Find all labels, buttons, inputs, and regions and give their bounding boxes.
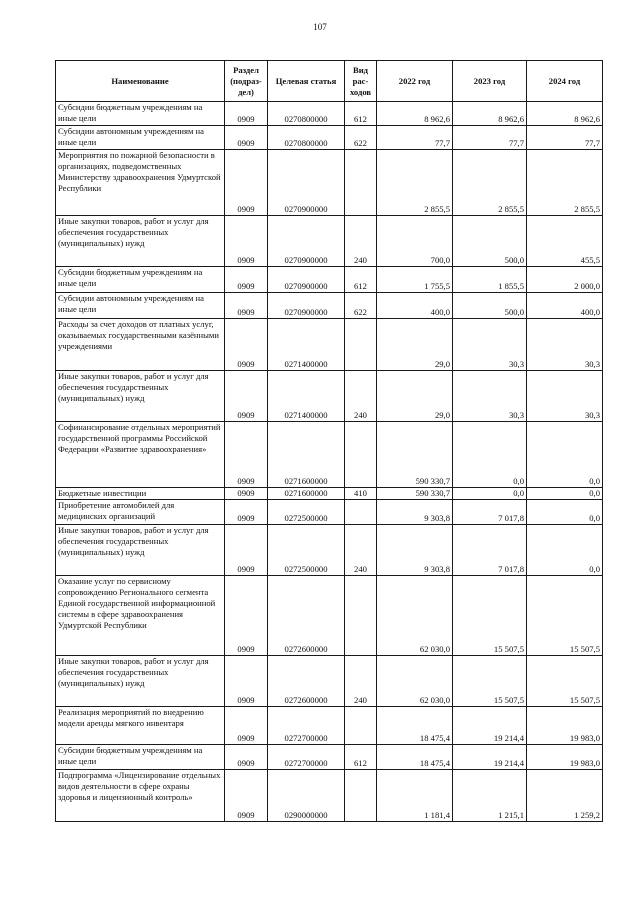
row-2022: 29,0 <box>377 371 453 422</box>
row-name: Субсидии бюджетным учреждениям на иные цели <box>56 267 225 293</box>
table-row <box>56 525 603 576</box>
header-row <box>56 61 603 102</box>
row-kind <box>345 576 377 656</box>
row-name: Расходы за счет доходов от платных услуг, оказываемых государственными казёнными учреждениями <box>56 319 225 371</box>
row-2022: 2 855,5 <box>377 150 453 216</box>
row-target: 0270800000 <box>268 102 345 126</box>
row-2023: 1 215,1 <box>453 770 527 822</box>
header-name: Наименование <box>56 61 225 102</box>
table-row <box>56 102 603 126</box>
row-2024: 15 507,5 <box>527 656 603 707</box>
row-target: 0272500000 <box>268 500 345 525</box>
row-2023: 500,0 <box>453 293 527 319</box>
row-2024: 2 000,0 <box>527 267 603 293</box>
row-section: 0909 <box>225 488 268 500</box>
row-2022: 62 030,0 <box>377 576 453 656</box>
row-2024: 0,0 <box>527 422 603 488</box>
row-target: 0290000000 <box>268 770 345 822</box>
row-2023: 0,0 <box>453 488 527 500</box>
row-2023: 19 214,4 <box>453 707 527 745</box>
table-row <box>56 267 603 293</box>
table-row <box>56 770 603 822</box>
row-kind: 622 <box>345 126 377 150</box>
row-2022: 1 755,5 <box>377 267 453 293</box>
row-section: 0909 <box>225 319 268 371</box>
row-target: 0272600000 <box>268 656 345 707</box>
row-2022: 9 303,8 <box>377 525 453 576</box>
table-row <box>56 500 603 525</box>
row-section: 0909 <box>225 770 268 822</box>
budget-table <box>55 60 603 822</box>
row-2024: 1 259,2 <box>527 770 603 822</box>
row-2023: 7 017,8 <box>453 525 527 576</box>
row-2024: 15 507,5 <box>527 576 603 656</box>
row-2023: 2 855,5 <box>453 150 527 216</box>
row-kind <box>345 150 377 216</box>
row-kind: 612 <box>345 745 377 770</box>
row-section: 0909 <box>225 371 268 422</box>
row-2023: 15 507,5 <box>453 576 527 656</box>
header-2022: 2022 год <box>377 61 453 102</box>
row-2023: 30,3 <box>453 371 527 422</box>
row-section: 0909 <box>225 293 268 319</box>
row-section: 0909 <box>225 707 268 745</box>
row-kind <box>345 707 377 745</box>
row-kind: 240 <box>345 371 377 422</box>
row-section: 0909 <box>225 500 268 525</box>
row-kind: 622 <box>345 293 377 319</box>
row-name: Субсидии бюджетным учреждениям на иные цели <box>56 745 225 770</box>
table-row <box>56 745 603 770</box>
row-target: 0272700000 <box>268 745 345 770</box>
row-target: 0270800000 <box>268 126 345 150</box>
header-kind: Вид рас- ходов <box>345 61 377 102</box>
row-2023: 77,7 <box>453 126 527 150</box>
row-target: 0272500000 <box>268 525 345 576</box>
table-row <box>56 707 603 745</box>
row-section: 0909 <box>225 525 268 576</box>
row-2024: 400,0 <box>527 293 603 319</box>
row-2022: 77,7 <box>377 126 453 150</box>
row-name: Субсидии автономным учреждениям на иные цели <box>56 293 225 319</box>
row-2024: 30,3 <box>527 371 603 422</box>
row-2022: 590 330,7 <box>377 422 453 488</box>
row-2023: 30,3 <box>453 319 527 371</box>
row-2024: 455,5 <box>527 216 603 267</box>
row-section: 0909 <box>225 126 268 150</box>
row-2024: 77,7 <box>527 126 603 150</box>
table-row <box>56 422 603 488</box>
row-2024: 30,3 <box>527 319 603 371</box>
row-2023: 500,0 <box>453 216 527 267</box>
row-target: 0271400000 <box>268 319 345 371</box>
row-kind: 612 <box>345 267 377 293</box>
row-kind: 410 <box>345 488 377 500</box>
row-name: Иные закупки товаров, работ и услуг для обеспечения государственных (муниципальных) нужд <box>56 656 225 707</box>
row-target: 0270900000 <box>268 293 345 319</box>
table-row <box>56 126 603 150</box>
row-2022: 590 330,7 <box>377 488 453 500</box>
row-2023: 7 017,8 <box>453 500 527 525</box>
row-kind: 240 <box>345 216 377 267</box>
row-2024: 0,0 <box>527 525 603 576</box>
row-name: Оказание услуг по сервисному сопровождению Регионального сегмента Единой государственной информационной системы в сфере здравоохранения Удмуртской Республики <box>56 576 225 656</box>
row-section: 0909 <box>225 422 268 488</box>
row-kind <box>345 500 377 525</box>
row-2022: 1 181,4 <box>377 770 453 822</box>
row-target: 0272600000 <box>268 576 345 656</box>
row-target: 0270900000 <box>268 216 345 267</box>
table-row <box>56 319 603 371</box>
page-number: 107 <box>313 22 327 32</box>
row-2022: 9 303,8 <box>377 500 453 525</box>
row-section: 0909 <box>225 150 268 216</box>
table-row <box>56 150 603 216</box>
row-target: 0272700000 <box>268 707 345 745</box>
table-row <box>56 576 603 656</box>
row-target: 0270900000 <box>268 267 345 293</box>
row-target: 0271400000 <box>268 371 345 422</box>
row-2022: 8 962,6 <box>377 102 453 126</box>
row-section: 0909 <box>225 102 268 126</box>
row-kind <box>345 770 377 822</box>
row-2022: 29,0 <box>377 319 453 371</box>
row-2022: 18 475,4 <box>377 707 453 745</box>
row-name: Иные закупки товаров, работ и услуг для обеспечения государственных (муниципальных) нужд <box>56 525 225 576</box>
row-section: 0909 <box>225 745 268 770</box>
row-2024: 8 962,6 <box>527 102 603 126</box>
row-2022: 400,0 <box>377 293 453 319</box>
row-name: Мероприятия по пожарной безопасности в организациях, подведомственных Министерству здравоохранения Удмуртской Республики <box>56 150 225 216</box>
row-section: 0909 <box>225 216 268 267</box>
row-2022: 18 475,4 <box>377 745 453 770</box>
header-2024: 2024 год <box>527 61 603 102</box>
row-name: Бюджетные инвестиции <box>56 488 225 500</box>
row-2022: 700,0 <box>377 216 453 267</box>
row-name: Подпрограмма «Лицензирование отдельных видов деятельности в сфере охраны здоровья и лицензионный контроль» <box>56 770 225 822</box>
header-2023: 2023 год <box>453 61 527 102</box>
row-section: 0909 <box>225 576 268 656</box>
row-2024: 0,0 <box>527 488 603 500</box>
row-2024: 19 983,0 <box>527 707 603 745</box>
row-name: Субсидии автономным учреждениям на иные цели <box>56 126 225 150</box>
row-name: Субсидии бюджетным учреждениям на иные цели <box>56 102 225 126</box>
row-2022: 62 030,0 <box>377 656 453 707</box>
row-target: 0271600000 <box>268 488 345 500</box>
row-name: Иные закупки товаров, работ и услуг для обеспечения государственных (муниципальных) нужд <box>56 216 225 267</box>
row-name: Софинансирование отдельных мероприятий государственной программы Российской Федерации «Развитие здравоохранения» <box>56 422 225 488</box>
table-row <box>56 371 603 422</box>
row-kind: 612 <box>345 102 377 126</box>
header-section: Раздел (подраз- дел) <box>225 61 268 102</box>
row-2023: 19 214,4 <box>453 745 527 770</box>
table-row <box>56 488 603 500</box>
row-target: 0271600000 <box>268 422 345 488</box>
row-2024: 2 855,5 <box>527 150 603 216</box>
row-name: Реализация мероприятий по внедрению модели аренды мягкого инвентаря <box>56 707 225 745</box>
row-2024: 19 983,0 <box>527 745 603 770</box>
table-row <box>56 293 603 319</box>
table-row <box>56 216 603 267</box>
row-target: 0270900000 <box>268 150 345 216</box>
row-kind <box>345 319 377 371</box>
row-kind: 240 <box>345 656 377 707</box>
row-2023: 0,0 <box>453 422 527 488</box>
table-row <box>56 656 603 707</box>
row-kind: 240 <box>345 525 377 576</box>
row-section: 0909 <box>225 656 268 707</box>
row-2023: 15 507,5 <box>453 656 527 707</box>
row-name: Иные закупки товаров, работ и услуг для обеспечения государственных (муниципальных) нужд <box>56 371 225 422</box>
row-2023: 8 962,6 <box>453 102 527 126</box>
row-2023: 1 855,5 <box>453 267 527 293</box>
header-target: Целевая статья <box>268 61 345 102</box>
row-kind <box>345 422 377 488</box>
row-2024: 0,0 <box>527 500 603 525</box>
row-name: Приобретение автомобилей для медицинских организаций <box>56 500 225 525</box>
row-section: 0909 <box>225 267 268 293</box>
